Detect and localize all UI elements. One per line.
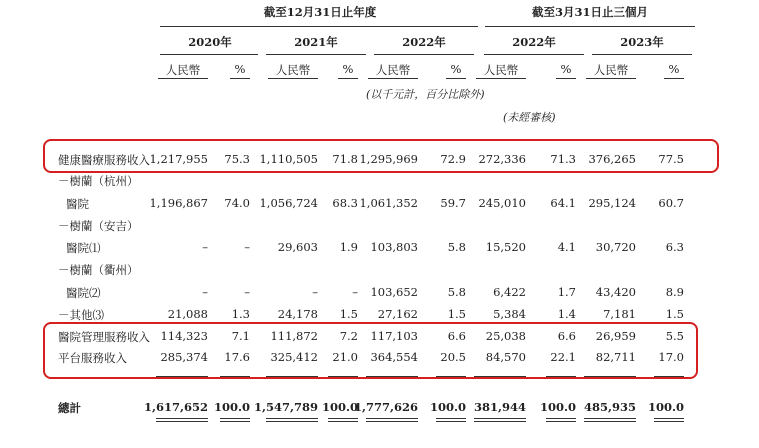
subtotal-rule [436,376,466,377]
table-cell: 7.2 [339,329,358,343]
col-header-rule [476,78,526,79]
col-header-rmb: 人民幣 [275,63,311,77]
table-cell: 29,603 [277,240,318,254]
table-cell: 4.1 [557,240,576,254]
row-label: 平台服務收入 [58,351,127,365]
table-cell: – [352,285,358,299]
table-cell: 100.0 [429,400,466,414]
total-double-rule [266,418,318,419]
col-header-rule [586,78,636,79]
table-cell: 27,162 [377,307,418,321]
row-label: －其他⑶ [58,308,104,322]
table-cell: 7.1 [231,329,250,343]
total-double-rule [474,421,526,422]
table-cell: 1,547,789 [253,400,318,414]
col-header-rule [446,78,466,79]
col-header-pct: % [560,62,572,76]
table-cell: 272,336 [478,152,526,166]
table-cell: 75.3 [224,152,250,166]
table-cell: 21,088 [167,307,208,321]
subtotal-rule [220,376,250,377]
total-double-rule [546,421,576,422]
row-label: 醫院 [66,197,89,211]
total-double-rule [156,418,208,419]
row-label: 醫院管理服務收入 [58,330,150,344]
table-cell: 1.3 [231,307,250,321]
note-unaudited: (未經審核) [503,111,556,124]
col-header-rule [268,78,318,79]
table-cell: 100.0 [647,400,684,414]
year-rule-2023q [592,54,692,55]
total-double-rule [328,418,358,419]
table-cell: 1.5 [339,307,358,321]
table-cell: 8.9 [665,285,684,299]
table-cell: 84,570 [485,350,526,364]
col-header-rule [338,78,358,79]
total-double-rule [328,421,358,422]
total-double-rule [654,418,684,419]
table-cell: 1,217,955 [149,152,208,166]
col-header-pct: % [234,62,246,76]
total-double-rule [220,418,250,419]
col-header-pct: % [450,62,462,76]
total-double-rule [266,421,318,422]
table-cell: 1,295,969 [359,152,418,166]
table-cell: 64.1 [550,196,576,210]
table-cell: 82,711 [595,350,636,364]
table-cell: 77.5 [658,152,684,166]
table-cell: 325,412 [270,350,318,364]
col-header-rule [556,78,576,79]
total-double-rule [584,421,636,422]
table-cell: 1.4 [557,307,576,321]
total-double-rule [220,421,250,422]
table-cell: 24,178 [277,307,318,321]
table-cell: – [244,285,250,299]
year-rule-2022q [484,54,584,55]
table-cell: – [312,285,318,299]
table-cell: – [244,240,250,254]
table-cell: 60.7 [658,196,684,210]
total-double-rule [654,421,684,422]
table-cell: 1,196,867 [149,196,208,210]
table-cell: 1.5 [665,307,684,321]
row-label: 醫院⑴ [66,241,101,255]
year-2022-q: 2022年 [512,35,556,49]
table-cell: 26,959 [595,329,636,343]
table-cell: 295,124 [588,196,636,210]
table-cell: 20.5 [440,350,466,364]
table-cell: 5.8 [447,285,466,299]
table-cell: 25,038 [485,329,526,343]
table-cell: – [202,285,208,299]
year-rule-2021 [266,54,366,55]
subtotal-rule [654,376,684,377]
col-header-rule [664,78,684,79]
table-cell: 1.5 [447,307,466,321]
col-header-rule [368,78,418,79]
col-header-rmb: 人民幣 [483,63,519,77]
table-cell: – [202,240,208,254]
table-cell: 15,520 [485,240,526,254]
table-cell: 71.8 [332,152,358,166]
row-label: 總計 [58,401,81,415]
table-cell: 1,110,505 [259,152,318,166]
col-header-rmb: 人民幣 [593,63,629,77]
table-cell: 17.0 [658,350,684,364]
table-cell: 103,652 [370,285,418,299]
year-2022: 2022年 [402,35,446,49]
row-label: 醫院⑵ [66,286,101,300]
year-2021: 2021年 [294,35,338,49]
col-header-pct: % [342,62,354,76]
table-cell: 485,935 [583,400,636,414]
total-double-rule [366,418,418,419]
table-cell: 5,384 [493,307,526,321]
table-cell: 30,720 [595,240,636,254]
table-cell: 74.0 [224,196,250,210]
table-cell: 6.6 [557,329,576,343]
subtotal-rule [474,376,526,377]
table-cell: 68.3 [332,196,358,210]
table-cell: 1,617,652 [143,400,208,414]
table-cell: 285,374 [160,350,208,364]
table-cell: 245,010 [478,196,526,210]
row-label: 健康醫療服務收入 [58,153,150,167]
table-cell: 6,422 [493,285,526,299]
row-label: －樹蘭（安吉） [58,219,139,233]
year-2020: 2020年 [188,35,232,49]
total-double-rule [436,421,466,422]
table-cell: 103,803 [370,240,418,254]
total-double-rule [584,418,636,419]
col-header-rule [158,78,208,79]
table-cell: 1,777,626 [353,400,418,414]
total-double-rule [366,421,418,422]
subtotal-rule [584,376,636,377]
row-label: －樹蘭（杭州） [58,174,139,188]
year-2023-q: 2023年 [620,35,664,49]
table-cell: 72.9 [440,152,466,166]
table-cell: 43,420 [595,285,636,299]
year-rule-2020 [160,54,258,55]
year-rule-2022 [374,54,474,55]
header-group-year: 截至12月31日止年度 [263,5,377,19]
col-header-rmb: 人民幣 [165,63,201,77]
table-cell: 5.8 [447,240,466,254]
note-unit: (以千元計，百分比除外) [366,88,485,101]
table-cell: 6.6 [447,329,466,343]
subtotal-rule [366,376,418,377]
table-cell: 376,265 [588,152,636,166]
table-cell: 17.6 [224,350,250,364]
header-group-year-rule [160,26,478,27]
table-cell: 22.1 [550,350,576,364]
total-double-rule [546,418,576,419]
subtotal-rule [266,376,318,377]
table-cell: 5.5 [665,329,684,343]
table-cell: 6.3 [665,240,684,254]
header-group-quarter: 截至3月31日止三個月 [531,5,648,19]
subtotal-rule [328,376,358,377]
row-label: －樹蘭（衢州） [58,263,139,277]
table-cell: 21.0 [332,350,358,364]
table-cell: 364,554 [370,350,418,364]
table-cell: 1,056,724 [259,196,318,210]
col-header-rmb: 人民幣 [375,63,411,77]
table-cell: 381,944 [473,400,526,414]
table-cell: 100.0 [213,400,250,414]
total-double-rule [156,421,208,422]
table-cell: 100.0 [539,400,576,414]
header-group-quarter-rule [485,26,695,27]
table-cell: 111,872 [270,329,318,343]
table-cell: 59.7 [440,196,466,210]
table-cell: 71.3 [550,152,576,166]
subtotal-rule [546,376,576,377]
total-double-rule [474,418,526,419]
col-header-rule [230,78,250,79]
table-cell: 7,181 [603,307,636,321]
table-cell: 1,061,352 [359,196,418,210]
table-cell: 114,323 [160,329,208,343]
table-cell: 100.0 [321,400,358,414]
subtotal-rule [156,376,208,377]
table-cell: 1.9 [339,240,358,254]
table-cell: 117,103 [370,329,418,343]
table-cell: 1.7 [557,285,576,299]
col-header-pct: % [668,62,680,76]
total-double-rule [436,418,466,419]
